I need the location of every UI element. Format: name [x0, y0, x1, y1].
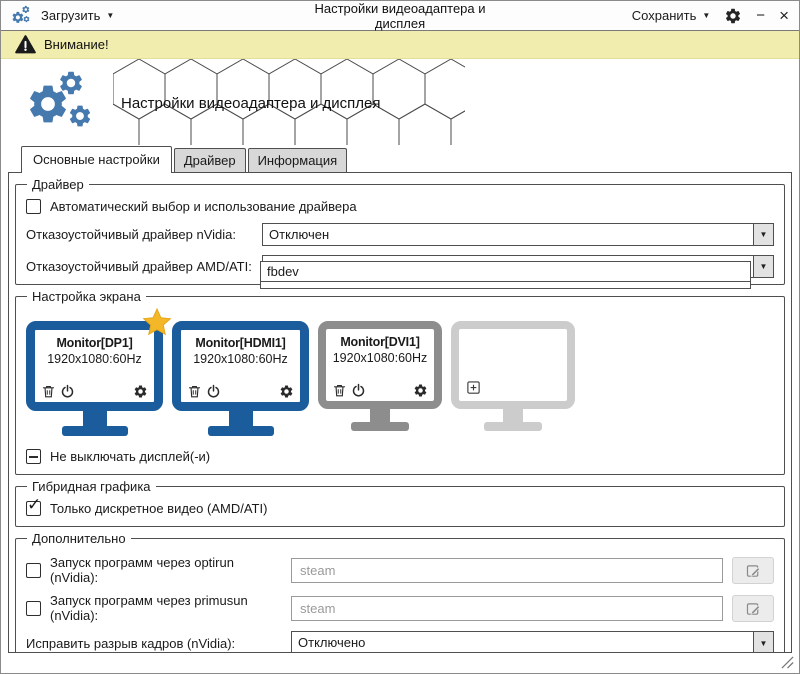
monitor-stand: [503, 409, 523, 422]
amd-failsafe-label: Отказоустойчивый драйвер AMD/ATI:: [26, 259, 252, 274]
warning-text: Внимание!: [44, 37, 109, 52]
primusun-label: Запуск программ через primusun (nVidia):: [50, 593, 248, 623]
monitor-base: [484, 422, 542, 431]
edit-pencil-icon: [745, 562, 762, 579]
trash-icon[interactable]: [332, 383, 347, 398]
monitor-list: [26, 321, 774, 436]
power-icon[interactable]: [206, 384, 221, 399]
discrete-video-label: Только дискретное видео (AMD/ATI): [50, 501, 268, 516]
primusun-edit-button[interactable]: [732, 595, 774, 622]
window-title: Настройки видеоадаптера и дисплея: [314, 0, 486, 31]
dropdown-arrow-icon[interactable]: ▼: [753, 632, 773, 653]
nvidia-failsafe-label: Отказоустойчивый драйвер nVidia:: [26, 227, 236, 242]
monitor-name: Monitor[DVI1]: [340, 335, 420, 349]
monitor-base: [208, 426, 274, 436]
monitor-mode: 1920x1080:60Hz: [47, 352, 142, 366]
monitor-screen: [172, 321, 309, 411]
hybrid-group: [15, 479, 785, 527]
monitor-stand: [83, 411, 107, 426]
monitor-dp1[interactable]: [26, 321, 163, 436]
monitor-name: Monitor[DP1]: [56, 336, 133, 350]
status-bar: [1, 653, 799, 673]
keep-display-on-checkbox[interactable]: [26, 449, 41, 464]
monitor-settings-gear-icon[interactable]: [133, 384, 148, 399]
optirun-label: Запуск программ через optirun (nVidia):: [50, 555, 234, 585]
page-title: Настройки видеоадаптера и дисплея: [121, 95, 381, 112]
discrete-video-checkbox[interactable]: [26, 495, 42, 516]
primusun-checkbox[interactable]: [26, 601, 41, 616]
driver-group-legend: Драйвер: [32, 177, 84, 192]
tearing-fix-combobox[interactable]: [291, 631, 774, 653]
header: [1, 59, 799, 145]
primusun-command-input[interactable]: [291, 596, 723, 621]
screen-group-legend: Настройка экрана: [32, 289, 141, 304]
add-monitor-placeholder[interactable]: [451, 321, 575, 431]
auto-driver-checkbox[interactable]: [26, 199, 41, 214]
monitor-stand: [229, 411, 253, 426]
save-label: Сохранить: [631, 8, 697, 23]
dropdown-list-padding: [261, 282, 750, 288]
nvidia-failsafe-combobox[interactable]: [262, 223, 774, 246]
monitor-name: Monitor[HDMI1]: [195, 336, 286, 350]
check-mark: ✓: [27, 495, 42, 515]
app-gears-icon: [11, 5, 33, 27]
tab-information[interactable]: Информация: [248, 148, 348, 172]
tearing-fix-label: Исправить разрыв кадров (nVidia):: [26, 635, 236, 651]
monitor-dvi1[interactable]: [318, 321, 442, 431]
tearing-fix-value: Отключено: [298, 635, 366, 650]
load-label: Загрузить: [41, 8, 101, 23]
monitor-mode: 1920x1080:60Hz: [193, 352, 288, 366]
monitor-screen: [318, 321, 442, 409]
warning-bar: [1, 31, 799, 59]
monitor-settings-gear-icon[interactable]: [279, 384, 294, 399]
extra-group: [15, 531, 785, 653]
monitor-screen: [451, 321, 575, 409]
warning-icon: [15, 34, 36, 55]
dropdown-option-fbdev[interactable]: fbdev: [261, 262, 750, 282]
keep-display-on-label: Не выключать дисплей(-и): [50, 449, 211, 464]
minimize-button[interactable]: −: [756, 7, 766, 24]
monitor-hdmi1[interactable]: [172, 321, 309, 436]
power-icon[interactable]: [60, 384, 75, 399]
tab-driver[interactable]: Драйвер: [174, 148, 246, 172]
monitor-base: [351, 422, 409, 431]
dropdown-arrow-icon[interactable]: ▼: [753, 256, 773, 277]
optirun-edit-button[interactable]: [732, 557, 774, 584]
tab-basic-settings[interactable]: Основные настройки: [21, 146, 172, 173]
power-icon[interactable]: [351, 383, 366, 398]
nvidia-failsafe-value: Отключен: [269, 227, 330, 242]
optirun-checkbox[interactable]: [26, 563, 41, 578]
load-menu-button[interactable]: [41, 8, 114, 23]
save-menu-button[interactable]: [632, 8, 711, 23]
monitor-mode: 1920x1080:60Hz: [332, 351, 428, 365]
monitor-stand: [370, 409, 390, 422]
primary-star-icon: [142, 308, 172, 338]
chevron-down-icon: ▼: [106, 11, 115, 20]
trash-icon[interactable]: [187, 384, 202, 399]
extra-group-legend: Дополнительно: [32, 531, 126, 546]
optirun-command-input[interactable]: [291, 558, 723, 583]
monitor-base: [62, 426, 128, 436]
tab-bar: [1, 145, 799, 172]
screen-group: [15, 289, 785, 475]
chevron-down-icon: ▼: [702, 11, 711, 20]
indeterminate-mark: [29, 456, 38, 458]
settings-gear-icon[interactable]: [724, 7, 742, 25]
trash-icon[interactable]: [41, 384, 56, 399]
monitor-settings-gear-icon[interactable]: [413, 383, 428, 398]
plus-box-icon[interactable]: [466, 380, 481, 395]
close-button[interactable]: ×: [779, 6, 789, 25]
main-panel: [8, 172, 792, 653]
edit-pencil-icon: [745, 600, 762, 617]
auto-driver-label: Автоматический выбор и использование драйвера: [50, 199, 357, 214]
titlebar: [1, 1, 799, 31]
driver-group: [15, 177, 785, 285]
app-logo-gears-icon: [23, 67, 107, 135]
dropdown-arrow-icon[interactable]: ▼: [753, 224, 773, 245]
resize-grip[interactable]: [781, 656, 794, 669]
nvidia-failsafe-dropdown-list: [260, 261, 751, 289]
hybrid-group-legend: Гибридная графика: [32, 479, 151, 494]
